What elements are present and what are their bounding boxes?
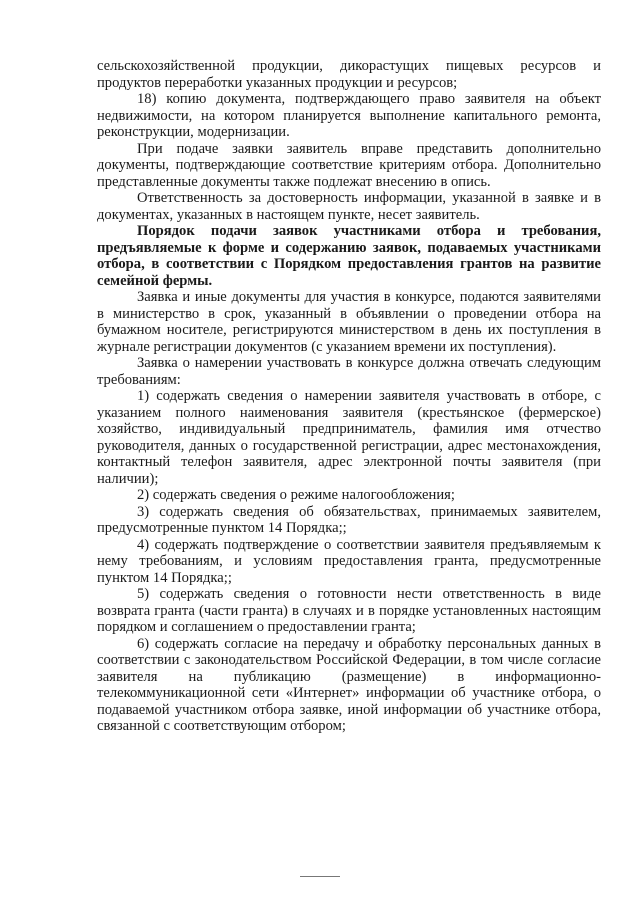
scan-edge-mark [300, 876, 340, 877]
paragraph-requirements-intro: Заявка о намерении участвовать в конкурсе должна отвечать следующим требованиям: [97, 355, 601, 388]
list-item-1: 1) содержать сведения о намерении заявителя участвовать в отборе, с указанием полного наименования заявителя (крестьянское (фермерское) хозяйство, индивидуальный предприниматель, фамилия имя отчество руководителя, данных о государственной регистрации, адрес местонахождения, контактный телефон заявителя, адрес электронной почты заявителя (при наличии); [97, 388, 601, 487]
list-item-2: 2) содержать сведения о режиме налогообложения; [137, 487, 455, 503]
paragraph-item-18: 18) копию документа, подтверждающего право заявителя на объект недвижимости, на котором планируется выполнение капитального ремонта, реконструкции, модернизации. [97, 91, 601, 140]
document-page [97, 58, 601, 735]
paragraph-responsibility: Ответственность за достоверность информации, указанной в заявке и в документах, указанных в настоящем пункте, несет заявитель. [97, 190, 601, 223]
list-item-4: 4) содержать подтверждение о соответствии заявителя предъявляемым к нему требованиям, и условиям предоставления гранта, предусмотренные пунктом 14 Порядка;; [97, 536, 601, 586]
section-heading: Порядок подачи заявок участниками отбора и требования, предъявляемые к форме и содержанию заявок, подаваемых участниками отбора, в соответствии с Порядком предоставления грантов на развитие семейной фермы. [97, 223, 601, 289]
paragraph-continuation: сельскохозяйственной продукции, дикорастущих пищевых ресурсов и продуктов переработки указанных продукции и ресурсов; [97, 58, 601, 91]
paragraph-submission: Заявка и иные документы для участия в конкурсе, подаются заявителями в министерство в срок, указанный в объявлении о проведении отбора на бумажном носителе, регистрируются министерством в день их поступления в журнале регистрации документов (с указанием времени их поступления). [97, 289, 601, 355]
paragraph-additional-documents: При подаче заявки заявитель вправе представить дополнительно документы, подтверждающие соответствие критериям отбора. Дополнительно представленные документы также подлежат внесению в опись. [97, 140, 601, 190]
list-item-5: 5) содержать сведения о готовности нести ответственность в виде возврата гранта (части гранта) в случаях и в порядке установленных настоящим порядком и соглашением о предоставлении гранта; [97, 586, 601, 635]
list-item-3: 3) содержать сведения об обязательствах, принимаемых заявителем, предусмотренные пунктом 14 Порядка;; [97, 503, 601, 536]
list-item-6: 6) содержать согласие на передачу и обработку персональных данных в соответствии с законодательством Российской Федерации, в том числе согласие заявителя на публикацию (размещение) в информационно-телекоммуникационной сети «Интернет» информации об участнике отбора, о подаваемой участником отбора заявке, иной информации об участнике отбора, связанной с соответствующим отбором; [97, 635, 601, 734]
